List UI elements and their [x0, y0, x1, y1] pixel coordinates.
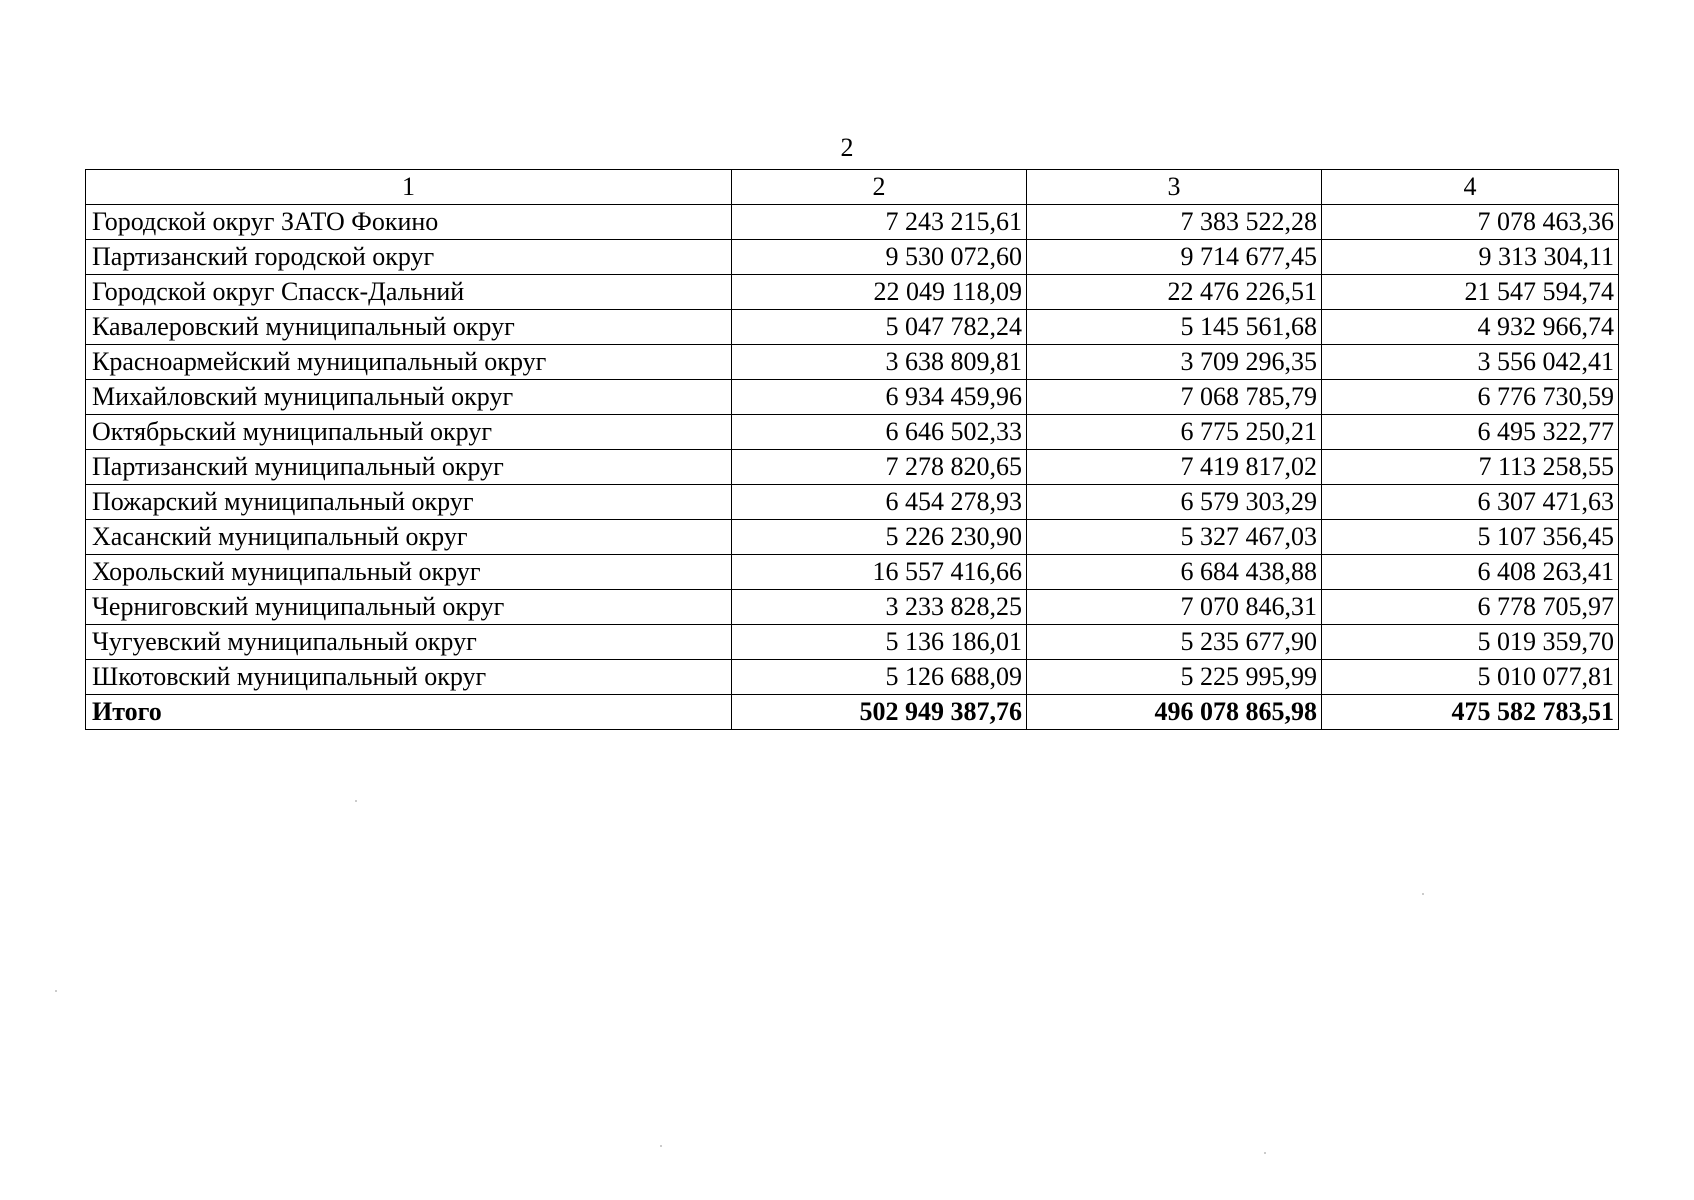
row-name-cell: Городской округ ЗАТО Фокино	[86, 205, 732, 240]
row-value-cell-v3: 7 383 522,28	[1027, 205, 1322, 240]
header-cell-1: 1	[86, 170, 732, 205]
row-value-cell-v2: 6 454 278,93	[732, 485, 1027, 520]
row-value-cell-v2: 7 278 820,65	[732, 450, 1027, 485]
row-value-cell-v2: 6 646 502,33	[732, 415, 1027, 450]
scan-speck	[660, 1145, 662, 1147]
row-value-cell-v4: 7 078 463,36	[1322, 205, 1619, 240]
row-value-cell-v2: 5 136 186,01	[732, 625, 1027, 660]
scan-speck	[1422, 893, 1424, 895]
row-value-cell-v2: 5 226 230,90	[732, 520, 1027, 555]
row-value-cell-v3: 496 078 865,98	[1027, 695, 1322, 730]
row-value-cell-v4: 9 313 304,11	[1322, 240, 1619, 275]
row-value-cell-v2: 22 049 118,09	[732, 275, 1027, 310]
table-row	[86, 590, 1619, 625]
row-value-cell-v3: 5 235 677,90	[1027, 625, 1322, 660]
table-row	[86, 660, 1619, 695]
row-value-cell-v3: 5 327 467,03	[1027, 520, 1322, 555]
row-name-cell: Черниговский муниципальный округ	[86, 590, 732, 625]
row-value-cell-v4: 6 408 263,41	[1322, 555, 1619, 590]
row-value-cell-v4: 5 019 359,70	[1322, 625, 1619, 660]
row-value-cell-v3: 7 068 785,79	[1027, 380, 1322, 415]
scan-speck	[355, 800, 357, 802]
row-value-cell-v2: 3 233 828,25	[732, 590, 1027, 625]
table-row	[86, 555, 1619, 590]
row-value-cell-v3: 6 579 303,29	[1027, 485, 1322, 520]
row-name-cell: Кавалеровский муниципальный округ	[86, 310, 732, 345]
header-row	[86, 170, 1619, 205]
table-row	[86, 415, 1619, 450]
row-name-cell: Хорольский муниципальный округ	[86, 555, 732, 590]
row-value-cell-v4: 7 113 258,55	[1322, 450, 1619, 485]
row-value-cell-v4: 5 107 356,45	[1322, 520, 1619, 555]
row-value-cell-v4: 5 010 077,81	[1322, 660, 1619, 695]
row-value-cell-v2: 3 638 809,81	[732, 345, 1027, 380]
row-value-cell-v3: 9 714 677,45	[1027, 240, 1322, 275]
row-name-cell: Шкотовский муниципальный округ	[86, 660, 732, 695]
scan-speck	[55, 990, 57, 992]
row-value-cell-v4: 3 556 042,41	[1322, 345, 1619, 380]
table-row	[86, 345, 1619, 380]
data-table	[85, 169, 1619, 730]
table-row	[86, 625, 1619, 660]
row-value-cell-v2: 7 243 215,61	[732, 205, 1027, 240]
row-value-cell-v3: 6 775 250,21	[1027, 415, 1322, 450]
row-value-cell-v4: 475 582 783,51	[1322, 695, 1619, 730]
row-name-cell: Октябрьский муниципальный округ	[86, 415, 732, 450]
table-row	[86, 380, 1619, 415]
header-cell-2: 2	[732, 170, 1027, 205]
row-name-cell: Пожарский муниципальный округ	[86, 485, 732, 520]
row-value-cell-v3: 3 709 296,35	[1027, 345, 1322, 380]
row-value-cell-v2: 9 530 072,60	[732, 240, 1027, 275]
row-name-cell: Партизанский городской округ	[86, 240, 732, 275]
row-value-cell-v4: 4 932 966,74	[1322, 310, 1619, 345]
total-row	[86, 695, 1619, 730]
row-name-cell: Городской округ Спасск-Дальний	[86, 275, 732, 310]
row-value-cell-v3: 7 419 817,02	[1027, 450, 1322, 485]
row-value-cell-v3: 7 070 846,31	[1027, 590, 1322, 625]
scan-speck	[1264, 1152, 1266, 1154]
table-row	[86, 450, 1619, 485]
row-value-cell-v4: 6 776 730,59	[1322, 380, 1619, 415]
table-row	[86, 310, 1619, 345]
table-row	[86, 485, 1619, 520]
row-value-cell-v4: 6 307 471,63	[1322, 485, 1619, 520]
header-cell-4: 4	[1322, 170, 1619, 205]
row-value-cell-v3: 5 225 995,99	[1027, 660, 1322, 695]
row-name-cell: Михайловский муниципальный округ	[86, 380, 732, 415]
row-value-cell-v4: 21 547 594,74	[1322, 275, 1619, 310]
row-name-cell: Хасанский муниципальный округ	[86, 520, 732, 555]
row-value-cell-v2: 5 047 782,24	[732, 310, 1027, 345]
row-name-cell: Красноармейский муниципальный округ	[86, 345, 732, 380]
row-name-cell: Чугуевский муниципальный округ	[86, 625, 732, 660]
row-value-cell-v3: 6 684 438,88	[1027, 555, 1322, 590]
table-row	[86, 240, 1619, 275]
table-row	[86, 205, 1619, 240]
row-name-cell: Итого	[86, 695, 732, 730]
row-name-cell: Партизанский муниципальный округ	[86, 450, 732, 485]
table-row	[86, 275, 1619, 310]
table-row	[86, 520, 1619, 555]
row-value-cell-v2: 16 557 416,66	[732, 555, 1027, 590]
row-value-cell-v2: 502 949 387,76	[732, 695, 1027, 730]
table-body	[86, 205, 1619, 730]
row-value-cell-v3: 5 145 561,68	[1027, 310, 1322, 345]
row-value-cell-v3: 22 476 226,51	[1027, 275, 1322, 310]
row-value-cell-v2: 5 126 688,09	[732, 660, 1027, 695]
row-value-cell-v2: 6 934 459,96	[732, 380, 1027, 415]
row-value-cell-v4: 6 778 705,97	[1322, 590, 1619, 625]
header-cell-3: 3	[1027, 170, 1322, 205]
page-number: 2	[840, 133, 854, 162]
row-value-cell-v4: 6 495 322,77	[1322, 415, 1619, 450]
